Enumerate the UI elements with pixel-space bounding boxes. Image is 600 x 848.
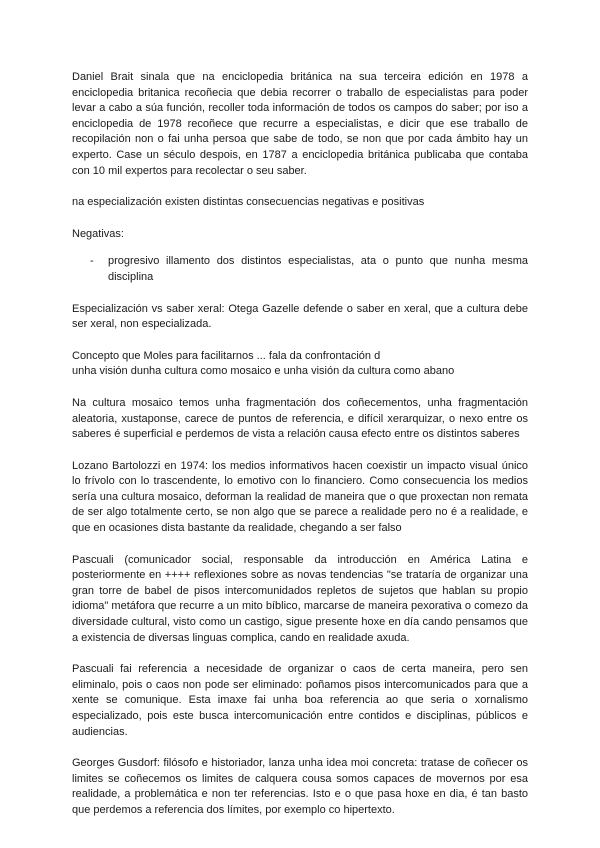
paragraph-brait: Daniel Brait sinala que na enciclopedia británica na sua terceira edición en 1978 a enciclopedia britanica recoñecia que debia recorrer o traballo de especialistas para poder levar a cabo a súa función, recoller toda información de todos os campos do saber; por iso a enciclopedia de 1978 recoñece que recurre a especialistas, e dicir que ese traballo de recopilación non o fai unha persoa que sabe de todo, se non que por cada ámbito hay un experto. Case un século despois, en 1787 a enciclopedia británica publicaba que contaba con 10 mil expertos para recolectar o seu saber. bbox=[72, 71, 528, 177]
paragraph-specialization-vs-general: Especialización vs saber xeral: Otega Gazelle defende o saber en xeral, que a cultura debe ser xeral, non especializada. bbox=[72, 302, 528, 331]
heading-negativas: Negativas: bbox=[72, 227, 124, 240]
paragraph-moles bbox=[72, 349, 528, 380]
bullet-item bbox=[72, 254, 528, 285]
paragraph-consequences: na especialización existen distintas consecuencias negativas e positivas bbox=[72, 196, 425, 209]
paragraph-gusdorf: Georges Gusdorf: filósofo e historiador, lanza unha idea moi concreta: tratase de coñecer os limites se coñecemos os limites de calquera cousa somos capaces de movernos por esa realidade, a problemática e non ter referencias. Isto e o que pasa hoxe en dia, é tan basto que perdemos a referencia dos límites, por exemplo co hipertexto. bbox=[72, 757, 528, 816]
paragraph-pascuali-1: Pascuali (comunicador social, responsable da introducción en América Latina e posteriormente en ++++ reflexiones sobre as novas tendencias "se trataría de organizar una gran torre de babel de pisos intercomunidados repletos de sujetos que hablan su propio idioma" metáfora que recurre a un mito bíblico, marcarse de maneira pexorativa o comezo da diversidade cultural, visto como un castigo, sigue presente hoxe en día cando pensamos que a existencia de diversas linguas complica, cando en realidade axuda. bbox=[72, 553, 528, 644]
bullet-dash: - bbox=[90, 255, 94, 268]
paragraph-moles-line2: unha visión dunha cultura como mosaico e unha visión da cultura como abano bbox=[72, 365, 455, 378]
paragraph-pascuali-2: Pascuali fai referencia a necesidade de organizar o caos de certa maneira, pero sen eliminalo, pois o caos non pode ser eliminado: poñamos pisos intercomunicados para que a xente se comunique. Esta imaxe fai unha boa referencia ao que seria o xornalismo especializado, pois este busca intercomunicación entre contidos e disciplinas, públicos e audiencias. bbox=[72, 663, 528, 738]
paragraph-mosaic-culture: Na cultura mosaico temos unha fragmentación dos coñecementos, unha fragmentación aleatoria, xustaponse, carece de puntos de referencia, e difícil xerarquizar, o nexo entre os saberes é superficial e perdemos de vista a relación causa efecto entre os distintos saberes bbox=[72, 396, 528, 441]
paragraph-moles-line1: Concepto que Moles para facilitarnos ... fala da confrontación d bbox=[72, 349, 381, 362]
bullet-text: progresivo illamento dos distintos especialistas, ata o punto que nunha mesma disciplina bbox=[108, 255, 528, 283]
paragraph-lozano: Lozano Bartolozzi en 1974: los medios informativos hacen coexistir un impacto visual único lo frívolo con lo trascendente, lo emotivo con lo financiero. Como consecuencia los medios sería una cultura mosaico, deforman la realidad de maneira que o que proxectan non remata de ser algo totalmente certo, se non algo que se parece a realidade pero no é a realidade, e que en ocasiones dista bastante da realidade, chegando a ser falso bbox=[72, 459, 528, 535]
